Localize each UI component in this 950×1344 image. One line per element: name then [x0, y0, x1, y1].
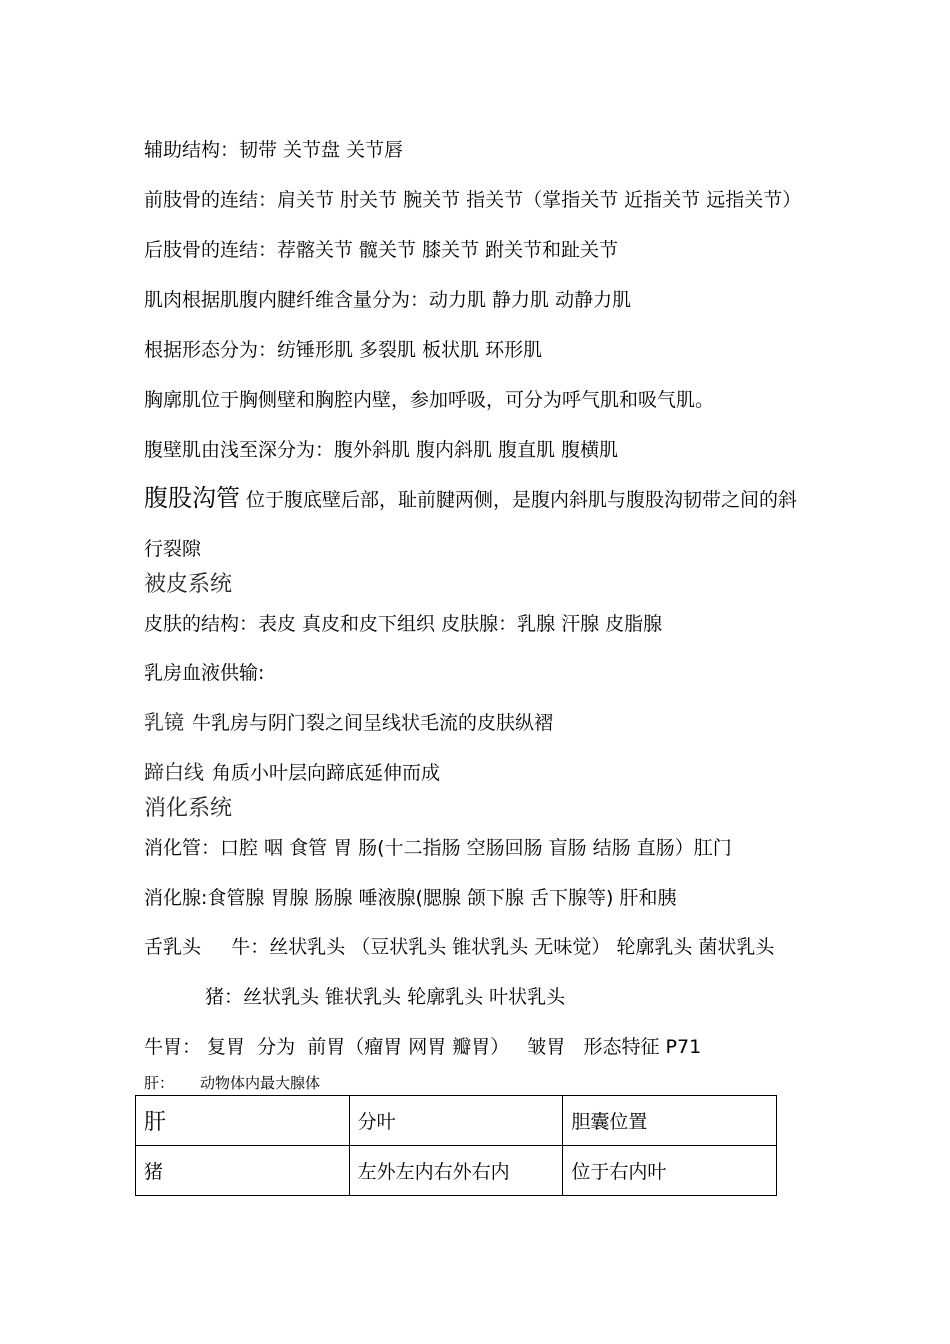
table-header-row — [136, 1096, 777, 1146]
liver-note-label: 肝： — [144, 1074, 175, 1092]
text-line-digestive-tract: 消化管：口腔 咽 食管 胃 肠(十二指肠 空肠回肠 盲肠 结肠 直肠）肛门 — [144, 837, 732, 859]
text-line-forelimb-joints: 前肢骨的连结：肩关节 肘关节 腕关节 指关节（掌指关节 近指关节 远指关节） — [144, 189, 802, 211]
text-line-hoof-white-line — [144, 759, 440, 786]
table-cell: 左外左内右外右内 — [349, 1146, 563, 1196]
text-line-digestive-glands: 消化腺:食管腺 胃腺 肠腺 唾液腺(腮腺 颌下腺 舌下腺等) 肝和胰 — [144, 887, 677, 909]
text-line-mammary-blood-supply: 乳房血液供输: — [144, 662, 265, 684]
text-line-accessory-structures: 辅助结构：韧带 关节盘 关节唇 — [144, 139, 404, 161]
text-line-tongue-papillae-cattle: 舌乳头 牛：丝状乳头 （豆状乳头 锥状乳头 无味觉） 轮廓乳头 菌状乳头 — [144, 936, 775, 958]
text-line-thoracic-muscles: 胸廓肌位于胸侧壁和胸腔内壁，参加呼吸，可分为呼气肌和吸气肌。 — [144, 389, 715, 411]
table-cell: 位于右内叶 — [563, 1146, 777, 1196]
text-line-muscle-by-shape: 根据形态分为：纺锤形肌 多裂肌 板状肌 环形肌 — [144, 339, 543, 361]
text-line-tongue-papillae-pig: 猪：丝状乳头 锥状乳头 轮廓乳头 叶状乳头 — [205, 986, 566, 1008]
text-line-hindlimb-joints: 后肢骨的连结：荐髂关节 髋关节 膝关节 跗关节和趾关节 — [144, 239, 619, 261]
table-cell: 猪 — [136, 1146, 350, 1196]
text-line-cattle-stomach: 牛胃： 复胃 分为 前胃（瘤胃 网胃 瓣胃） 皱胃 形态特征 P71 — [144, 1036, 702, 1058]
milk-mirror-term: 乳镜 — [144, 710, 184, 734]
text-line-liver-note — [144, 1073, 320, 1093]
liver-table — [135, 1095, 777, 1196]
table-header-cell: 分叶 — [349, 1096, 563, 1146]
milk-mirror-description: 牛乳房与阴门裂之间呈线状毛流的皮肤纵褶 — [192, 712, 554, 734]
table-row — [136, 1146, 777, 1196]
text-line-inguinal-canal — [144, 485, 797, 513]
text-line-milk-mirror — [144, 709, 553, 736]
inguinal-canal-term: 腹股沟管 — [144, 484, 240, 512]
hoof-white-line-term: 蹄白线 — [144, 760, 204, 784]
table-header-cell: 胆囊位置 — [563, 1096, 777, 1146]
text-line-abdominal-muscles: 腹壁肌由浅至深分为：腹外斜肌 腹内斜肌 腹直肌 腹横肌 — [144, 439, 619, 461]
section-heading-digestive: 消化系统 — [144, 796, 233, 821]
section-heading-integument: 被皮系统 — [144, 572, 233, 597]
text-line-skin-structure: 皮肤的结构：表皮 真皮和皮下组织 皮肤腺：乳腺 汗腺 皮脂腺 — [144, 613, 663, 635]
inguinal-canal-description: 位于腹底壁后部，耻前腱两侧，是腹内斜肌与腹股沟韧带之间的斜 — [240, 489, 798, 511]
text-line-muscle-by-tendon: 肌肉根据肌腹内腱纤维含量分为：动力肌 静力肌 动静力肌 — [144, 289, 632, 311]
table-header-cell: 肝 — [136, 1096, 350, 1146]
hoof-white-line-description: 角质小叶层向蹄底延伸而成 — [212, 762, 441, 784]
liver-note-description: 动物体内最大腺体 — [200, 1074, 321, 1092]
text-line-inguinal-canal-continued: 行裂隙 — [144, 538, 202, 560]
